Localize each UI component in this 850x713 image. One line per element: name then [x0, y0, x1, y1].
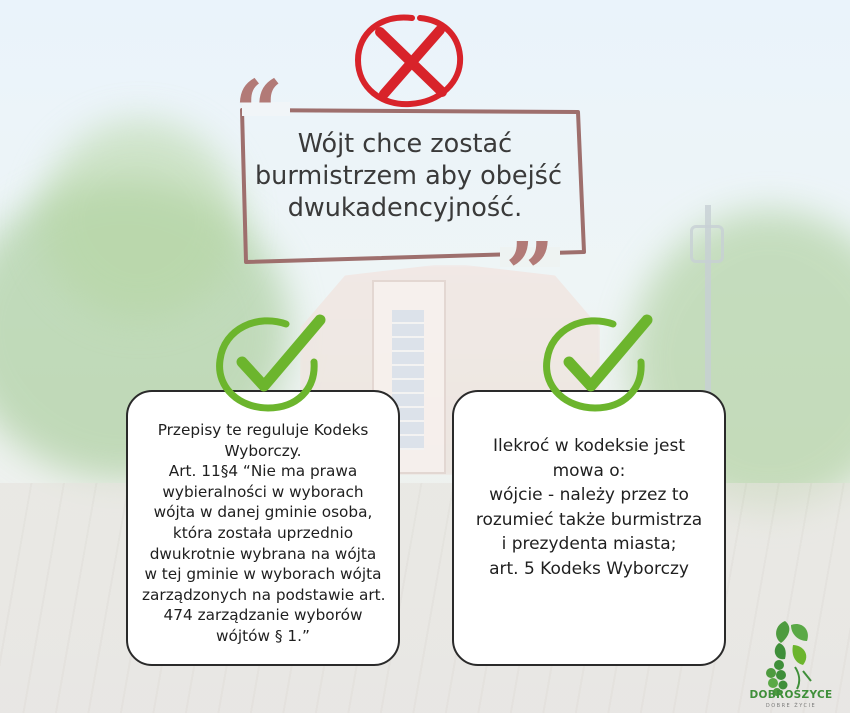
- logo-tagline: DOBRE ŻYCIE: [765, 703, 817, 709]
- open-quote-icon: “: [234, 62, 284, 163]
- checkmark-icon: [210, 312, 330, 412]
- close-quote-icon: ”: [505, 224, 555, 325]
- info-card-right: [452, 390, 726, 666]
- card-line: wójcie - należy przez to: [489, 485, 689, 505]
- checkmark-icon: [537, 312, 657, 412]
- quote-line: burmistrzem aby obejść: [255, 161, 562, 191]
- card-line: i prezydenta miasta;: [501, 534, 677, 554]
- logo-name: DOBROSZYCE: [749, 689, 833, 701]
- x-mark-icon: [350, 10, 470, 110]
- card-line: zarządzonych na podstawie art.: [142, 585, 386, 604]
- card-line: wójta w danej gminie osoba,: [153, 503, 373, 522]
- card-line: wybieralności w wyborach: [162, 482, 364, 501]
- card-line: która została uprzednio: [172, 523, 354, 542]
- quote-line: Wójt chce zostać: [297, 129, 513, 159]
- card-line: Przepisy te reguluje Kodeks: [157, 421, 369, 439]
- card-line: mowa o:: [552, 460, 626, 481]
- card-line: dwukrotnie wybrana na wójta: [149, 544, 377, 563]
- card-line: rozumieć także burmistrza: [475, 509, 703, 530]
- quote-text: [255, 128, 562, 224]
- card-line: Wyborczy.: [224, 441, 302, 460]
- quote-line: dwukadencyjność.: [287, 193, 523, 223]
- info-card-left: [126, 390, 400, 666]
- card-line: Ilekroć w kodeksie jest: [493, 436, 685, 456]
- card-line: 474 zarządzanie wyborów: [163, 606, 363, 625]
- card-line: wójtów § 1.”: [216, 626, 310, 645]
- card-line: Art. 11§4 “Nie ma prawa: [168, 462, 358, 481]
- card-line: art. 5 Kodeks Wyborczy: [489, 558, 689, 579]
- card-line: w tej gminie w wyborach wójta: [144, 565, 382, 584]
